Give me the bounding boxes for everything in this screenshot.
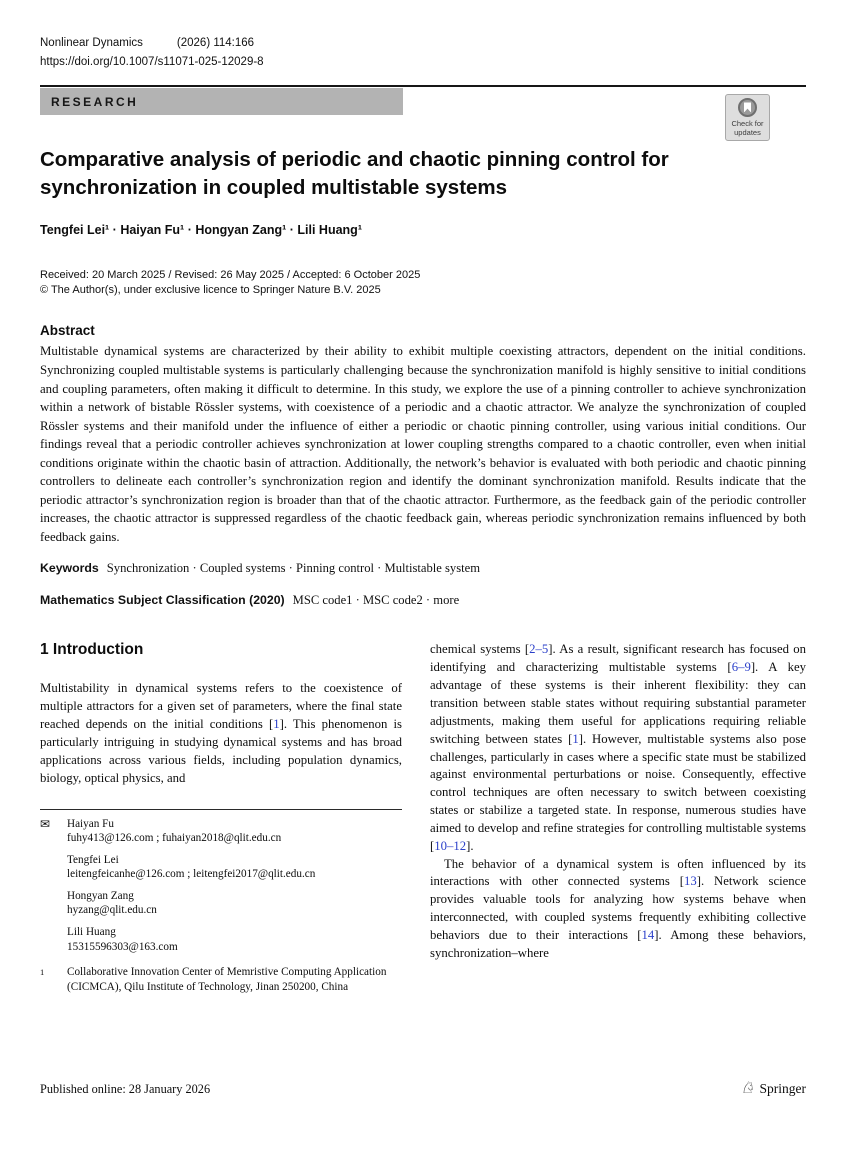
author-list: Tengfei Lei¹ · Haiyan Fu¹ · Hongyan Zang¹ · Lili Huang¹: [40, 223, 362, 238]
citation-link[interactable]: 1: [572, 731, 579, 746]
affiliation-text: Collaborative Innovation Center of Memristive Computing Application (CICMCA), Qilu Institute of Technology, Jinan 250200, China: [67, 966, 387, 993]
author-contact-block: [40, 853, 402, 882]
author-contact-info: [67, 889, 402, 918]
author-name: Tengfei Lei: [67, 853, 119, 866]
intro-paragraph-left: Multistability in dynamical systems refers to the coexistence of multiple attractors for a given set of parameters, where the final state reached depends on the initial conditions [1]. This phenomenon is particularly intriguing in studying dynamical systems and has broad applications across various fields, including population dynamics, biology, optical physics, and: [40, 681, 402, 785]
abstract-heading: Abstract: [40, 323, 95, 339]
author-name: Hongyan Zang: [67, 889, 134, 902]
received-dates: Received: 20 March 2025 / Revised: 26 May 2025 / Accepted: 6 October 2025: [40, 269, 421, 282]
springer-horse-icon: ♘: [741, 1080, 756, 1097]
published-online-date: Published online: 28 January 2026: [40, 1081, 211, 1096]
check-for-updates-badge[interactable]: [725, 94, 770, 141]
right-column: [430, 641, 806, 994]
volume-issue: (2026) 114:166: [176, 37, 255, 49]
article-type-banner: RESEARCH: [40, 88, 403, 115]
keywords-text: Synchronization · Coupled systems · Pinning control · Multistable system: [106, 561, 481, 576]
msc-label: Mathematics Subject Classification (2020): [40, 593, 285, 608]
envelope-icon: ✉: [40, 816, 51, 831]
journal-header: [40, 34, 806, 72]
affiliation-block: [40, 965, 402, 994]
header-divider: [40, 85, 806, 88]
citation-link[interactable]: 10–12: [434, 838, 467, 853]
author-contact-block: [40, 925, 402, 954]
author-emails[interactable]: hyzang@qlit.edu.cn: [67, 904, 157, 917]
citation-link[interactable]: 13: [683, 874, 697, 889]
author-contact-info: [67, 925, 402, 954]
article-title: Comparative analysis of periodic and chaotic pinning control for synchronization in coupled multistable systems: [40, 148, 669, 200]
article-history: [40, 268, 806, 298]
intro-paragraph-right-1: chemical systems [2–5]. As a result, significant research has focused on identifying and characterizing multistable systems [6–9]. A key advantage of these systems is their inherent flexibility: they can transition between stable states without requiring substantial parameter adjustments, making them useful for applications requiring reliable switching between states [1]. However, multistable systems also pose challenges, particularly in cases where a specific state must be stabilized against environmental perturbations or noise. Consequently, effective control techniques are often necessary to switch between coexisting states or stabilize a targeted state. In response, numerous studies have aimed to develop and refine strategies for controlling multistable systems [10–12].: [430, 642, 806, 853]
keywords-line: [40, 561, 806, 576]
page-footer: [40, 1081, 806, 1097]
journal-name: Nonlinear Dynamics: [40, 37, 143, 49]
abstract-text: Multistable dynamical systems are characterized by their ability to exhibit multiple coexisting attractors, dependent on the initial conditions. Synchronizing coupled multistable systems is particularly challenging because the synchronization manifold is highly sensitive to initial conditions and coupling parameters, often making it difficult to determine. In this study, we explore the use of a pinning controller to achieve synchronization within a network of bistable Rössler systems, with coexistence of a periodic and a chaotic attractor. We analyze the synchronization of coupled Rössler systems and their manifold under the influence of either a periodic or chaotic pinning controller, using various initial conditions. Our findings reveal that a periodic controller achieves synchronization at lower coupling strengths compared to a chaotic controller, even when initial conditions originate within the chaotic basin of attraction. Additionally, the network’s behavior is evaluated with both periodic and chaotic pinning controllers to delineate each controller’s synchronization region and identify the dominant synchronization manifold. Results indicate that the periodic attractor’s synchronization region is broader than that of the chaotic attractor. Furthermore, as the feedback gain of the periodic controller increases, the chaotic attractor is suppressed regardless of the chaotic feedback gain, whereas periodic synchronization remains influenced by both feedback gains.: [40, 344, 806, 544]
footnotes-block: [40, 817, 402, 995]
author-contact-info: [67, 853, 402, 882]
left-column: [40, 641, 402, 994]
check-badge-label: Check for updates: [731, 119, 764, 138]
corresponding-author-block: [40, 817, 402, 846]
citation-link[interactable]: 1: [273, 717, 280, 732]
msc-text: MSC code1 · MSC code2 · more: [292, 593, 460, 608]
keywords-label: Keywords: [40, 561, 99, 576]
corresponding-author-name: Haiyan Fu: [67, 817, 114, 830]
section-heading-introduction: 1 Introduction: [40, 641, 144, 659]
corresponding-author-emails[interactable]: fuhy413@126.com ; fuhaiyan2018@qlit.edu.cn: [67, 832, 282, 845]
citation-link[interactable]: 14: [641, 927, 655, 942]
springer-logo-text: Springer: [759, 1081, 806, 1096]
journal-citation-line: [40, 34, 806, 53]
citation-link[interactable]: 2–5: [529, 642, 549, 657]
author-emails[interactable]: leitengfeicanhe@126.com ; leitengfei2017@qlit.edu.cn: [67, 868, 316, 881]
citation-link[interactable]: 6–9: [731, 660, 751, 675]
intro-paragraph-right-2: The behavior of a dynamical system is often influenced by its interactions with other connected systems [13]. Network science provides valuable tools for analyzing how systems behave when interconnected, with coupled systems frequently exhibiting collective behaviors due to their interactions [14]. Among these behaviors, synchronization–where: [430, 856, 807, 960]
corresponding-author-info: [67, 817, 402, 846]
two-column-body: [40, 641, 806, 994]
footnote-divider: [40, 809, 402, 810]
affiliation-marker: 1: [40, 967, 45, 978]
crossmark-icon: [738, 98, 757, 117]
bookmark-ribbon-icon: [744, 102, 751, 112]
springer-logo: [741, 1081, 806, 1097]
doi-link[interactable]: https://doi.org/10.1007/s11071-025-12029-8: [40, 55, 264, 68]
msc-line: [40, 593, 806, 608]
copyright-line: © The Author(s), under exclusive licence to Springer Nature B.V. 2025: [40, 284, 381, 297]
banner-row: [40, 88, 806, 138]
author-contact-block: [40, 889, 402, 918]
author-name: Lili Huang: [67, 926, 116, 939]
author-emails[interactable]: 15315596303@163.com: [67, 940, 178, 953]
